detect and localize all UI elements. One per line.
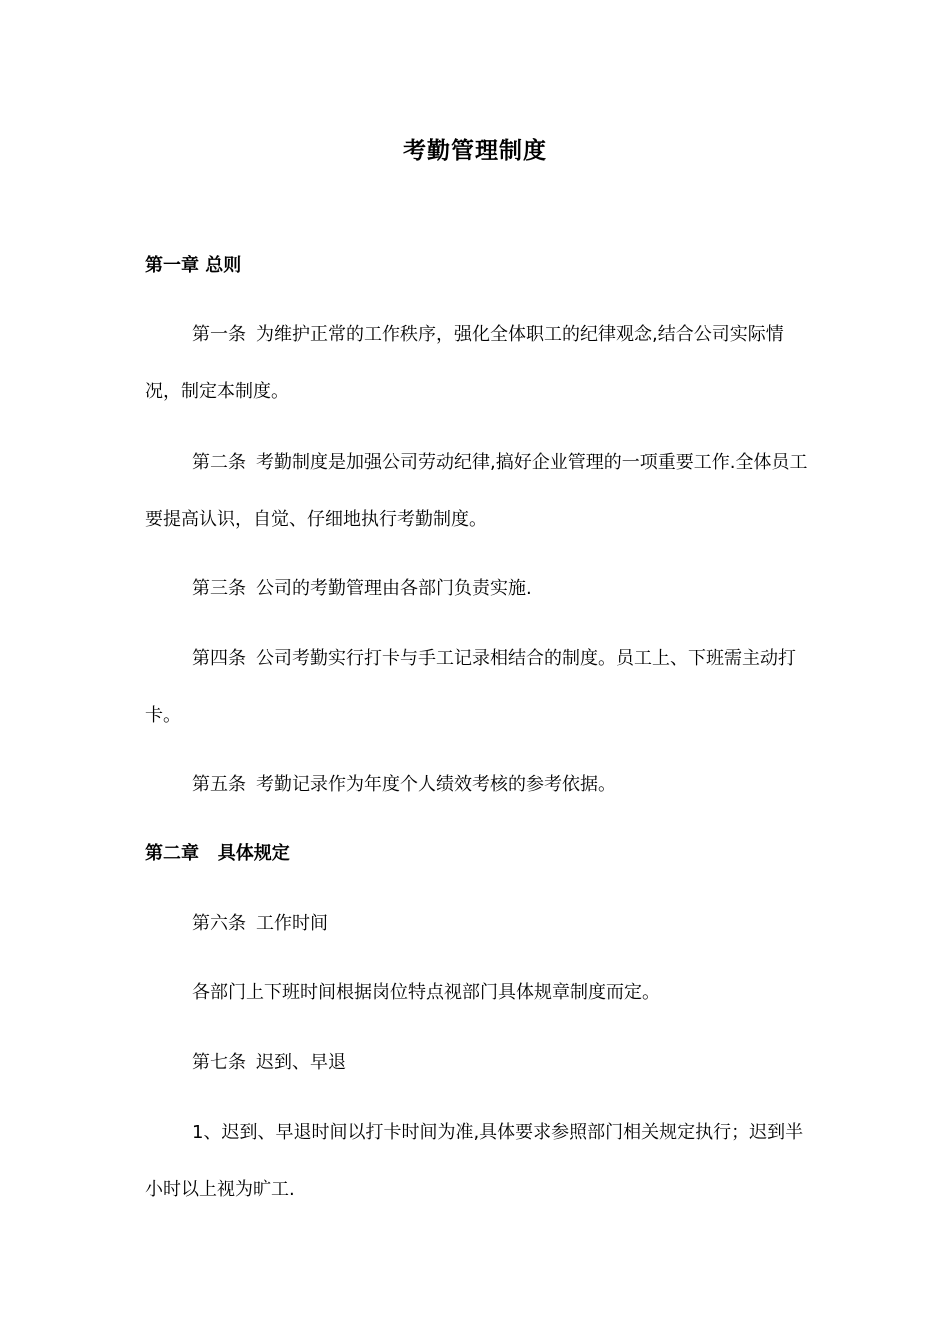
paragraph-text: 1、迟到、早退时间以打卡时间为准,具体要求参照部门相关规定执行；迟到半小时以上视为旷工. [145,1122,804,1200]
body-paragraph [145,1104,810,1218]
document-title: 考勤管理制度 [403,138,547,164]
clause-paragraph [145,306,810,420]
clause-text: 为维护正常的工作秩序，强化全体职工的纪律观念,结合公司实际情况，制定本制度。 [145,324,784,402]
clause-text: 考勤制度是加强公司劳动纪律,搞好企业管理的一项重要工作.全体员工要提高认识，自觉、仔细地执行考勤制度。 [145,452,808,530]
chapter-heading: 第二章 具体规定 [145,843,290,864]
clause-text: 公司考勤实行打卡与手工记录相结合的制度。员工上、下班需主动打卡。 [145,648,796,726]
clause-number: 第五条 [192,774,246,795]
clause-number: 第一条 [192,324,246,345]
clause-paragraph [145,630,810,744]
clause-paragraph [145,756,810,813]
clause-number: 第七条 [192,1052,246,1073]
clause-paragraph [145,434,810,548]
clause-text: 考勤记录作为年度个人绩效考核的参考依据。 [256,774,616,795]
clause-text: 工作时间 [256,913,328,934]
body-paragraph [145,964,810,1021]
clause-number: 第四条 [192,648,246,669]
clause-paragraph [145,1034,810,1091]
clause-text: 公司的考勤管理由各部门负责实施. [256,578,532,599]
chapter-heading: 第一章 总则 [145,255,242,276]
clause-number: 第二条 [192,452,246,473]
clause-text: 迟到、早退 [256,1052,346,1073]
paragraph-text: 各部门上下班时间根据岗位特点视部门具体规章制度而定。 [192,982,660,1003]
clause-number: 第三条 [192,578,246,599]
clause-paragraph [145,895,810,952]
clause-number: 第六条 [192,913,246,934]
clause-paragraph [145,560,810,617]
